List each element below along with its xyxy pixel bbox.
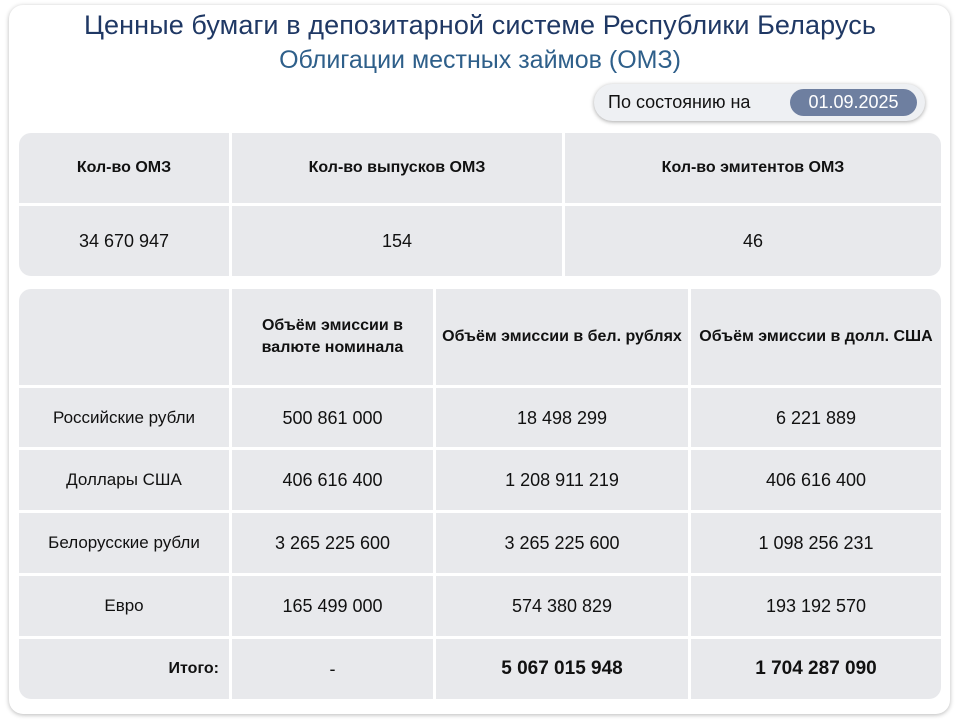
as-of-badge (594, 84, 925, 121)
emission-header-byn: Объём эмиссии в бел. рублях (442, 328, 682, 345)
table-cell: 3 265 225 600 (274, 533, 391, 553)
as-of-label: По состоянию на (608, 92, 751, 112)
emission-header-nominal: Объём эмиссии в валюте номинала (261, 317, 404, 356)
page-title: Ценные бумаги в депозитарной системе Республики Беларусь (83, 10, 876, 40)
summary-table (19, 133, 941, 276)
total-nominal: - (329, 659, 336, 679)
total-label: Итого: (168, 660, 219, 677)
emission-header-usd: Объём эмиссии в долл. США (699, 328, 933, 345)
table-cell: 3 265 225 600 (504, 533, 620, 553)
summary-value-issues: 154 (381, 231, 413, 251)
table-cell: 574 380 829 (511, 596, 613, 616)
table-cell: 1 208 911 219 (505, 470, 619, 490)
total-usd: 1 704 287 090 (755, 658, 877, 679)
as-of-date: 01.09.2025 (790, 89, 917, 116)
table-row-label: Евро (104, 596, 144, 615)
summary-value-count: 34 670 947 (78, 231, 170, 251)
table-row-label: Белорусские рубли (48, 533, 200, 552)
emission-table (19, 289, 941, 699)
summary-header-count: Кол-во ОМЗ (76, 159, 172, 176)
page-subtitle: Облигации местных займов (ОМЗ) (279, 46, 681, 74)
total-byn: 5 067 015 948 (501, 658, 623, 679)
table-cell: 406 616 400 (282, 470, 383, 490)
table-row-label: Доллары США (66, 470, 182, 489)
table-cell: 500 861 000 (282, 407, 383, 428)
summary-header-issuers: Кол-во эмитентов ОМЗ (661, 159, 845, 176)
table-cell: 406 616 400 (765, 470, 867, 490)
table-cell: 193 192 570 (765, 596, 867, 616)
table-cell: 18 498 299 (516, 407, 608, 428)
table-cell: 6 221 889 (775, 407, 857, 428)
table-row-label: Российские рубли (53, 407, 195, 427)
summary-header-issues: Кол-во выпусков ОМЗ (308, 159, 486, 176)
table-cell: 165 499 000 (282, 596, 383, 616)
summary-value-issuers: 46 (742, 231, 764, 251)
table-cell: 1 098 256 231 (758, 533, 874, 553)
